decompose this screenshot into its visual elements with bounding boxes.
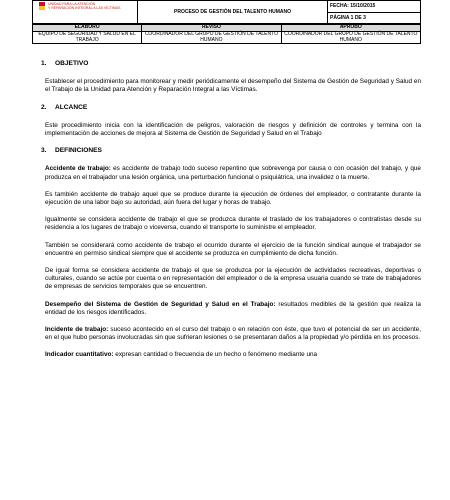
section-title: DEFINICIONES	[55, 147, 102, 155]
paragraph: De igual forma se considera accidente de trabajo el que se produzca por la ejecución de actividades recreativas, deportivas o culturales, cuando se actúe por cuenta o en representación del empleador o de la empresa usuaria cuando se trate de trabajadores de empresas de servicios temporales que se encuentren.	[45, 267, 421, 291]
alcance-text: Este procedimiento inicia con la identificación de peligros, valoración de riesgos y definición de controles y termina con la implementación de acciones de mejora al Sistema de Gestión de Seguridad y Salud en el Trabajo	[45, 121, 421, 138]
header-elaboro: ELABORÓ	[33, 25, 142, 32]
document-date: FECHA: 15/10/2015	[328, 1, 421, 13]
definition-text: resultados medibles de la gestión que realiza la entidad de los riesgos identificados.	[45, 300, 421, 316]
header-aprobo: APROBÓ	[281, 25, 420, 32]
value-reviso: COORDINADOR DEL GRUPO DE GESTIÓN DE TALENTO HUMANO	[142, 32, 281, 44]
definition-term: Desempeño del Sistema de Gestión de Seguridad y Salud en el Trabajo:	[45, 300, 276, 308]
process-title: PROCESO DE GESTIÓN DEL TALENTO HUMANO	[138, 1, 328, 24]
logo	[33, 1, 138, 24]
paragraph: Es también accidente de trabajo aquel que se produce durante la ejecución de órdenes del empleador, o contratante durante la ejecución de una labor bajo su autoridad, aún fuera del lugar y horas de trabajo.	[45, 190, 421, 207]
section-title: OBJETIVO	[55, 60, 89, 67]
definition-indicador	[45, 351, 421, 359]
definition-text: expresan cantidad o frecuencia de un hecho o fenómeno mediante una	[113, 351, 318, 359]
definition-text: es accidente de trabajo todo suceso repentino que sobrevenga por causa o con ocasión del trabajo, y que produzca en el trabajador una lesión orgánica, una perturbación funcional o psiquiátrica, una invalidez o la muerte.	[45, 165, 421, 181]
definition-term: Indicador cuantitativo:	[45, 351, 114, 359]
definition-term: Accidente de trabajo:	[45, 165, 111, 173]
definition-accidente	[45, 165, 421, 181]
section-heading-definiciones	[41, 147, 421, 155]
section-number: 3.	[41, 147, 47, 155]
paragraph: Igualmente se considera accidente de trabajo el que se produzca durante el traslado de los trabajadores o contratistas desde su residencia a los lugares de trabajo o viceversa, cuando el transporte lo suministre el empleador.	[45, 216, 421, 232]
section-number: 2.	[41, 103, 47, 111]
definition-incidente	[45, 326, 421, 342]
section-number: 1.	[41, 60, 47, 67]
document-header	[32, 0, 421, 24]
approval-table	[32, 24, 421, 44]
page-number: PÁGINA 1 DE 3	[328, 12, 421, 24]
coat-of-arms-icon	[39, 2, 45, 10]
section-heading-alcance	[41, 103, 421, 112]
value-aprobo: COORDINADOR DEL GRUPO DE GESTIÓN DE TALENTO HUMANO	[281, 32, 420, 44]
section-heading-objetivo	[41, 60, 421, 68]
definition-term: Incidente de trabajo:	[45, 326, 109, 334]
logo-line-1: UNIDAD PARA LA ATENCIÓN	[48, 2, 96, 6]
value-elaboro: EQUIPO DE SEGURIDAD Y SALUD EN EL TRABAJO	[33, 32, 142, 44]
objetivo-text: Establecer el procedimiento para monitorear y medir periódicamente el desempeño del Sistema de Gestión de Seguridad y Salud en el Trabajo de la Unidad para Atención y Reparación Integral a las Víctimas.	[45, 78, 421, 94]
logo-line-2: Y REPARACIÓN INTEGRAL A LAS VÍCTIMAS	[48, 6, 121, 10]
paragraph: También se considerará como accidente de trabajo el ocurrido durante el ejercicio de la función sindical aunque el trabajador se encuentre en permiso sindical siempre que el accidente se produzca en cumplimiento de dicha función.	[45, 241, 421, 257]
definition-desempeno	[45, 301, 421, 317]
definition-text: suceso acontecido en el curso del trabajo o en relación con éste, que tuvo el potencial de ser un accidente, en el que hubo personas involucradas sin que sufrieran lesiones o se presentaran daños a la propiedad y/o pérdida en los procesos.	[45, 326, 422, 342]
document-body	[41, 60, 422, 369]
section-title: ALCANCE	[55, 103, 88, 111]
header-reviso: REVISÓ	[142, 25, 281, 32]
